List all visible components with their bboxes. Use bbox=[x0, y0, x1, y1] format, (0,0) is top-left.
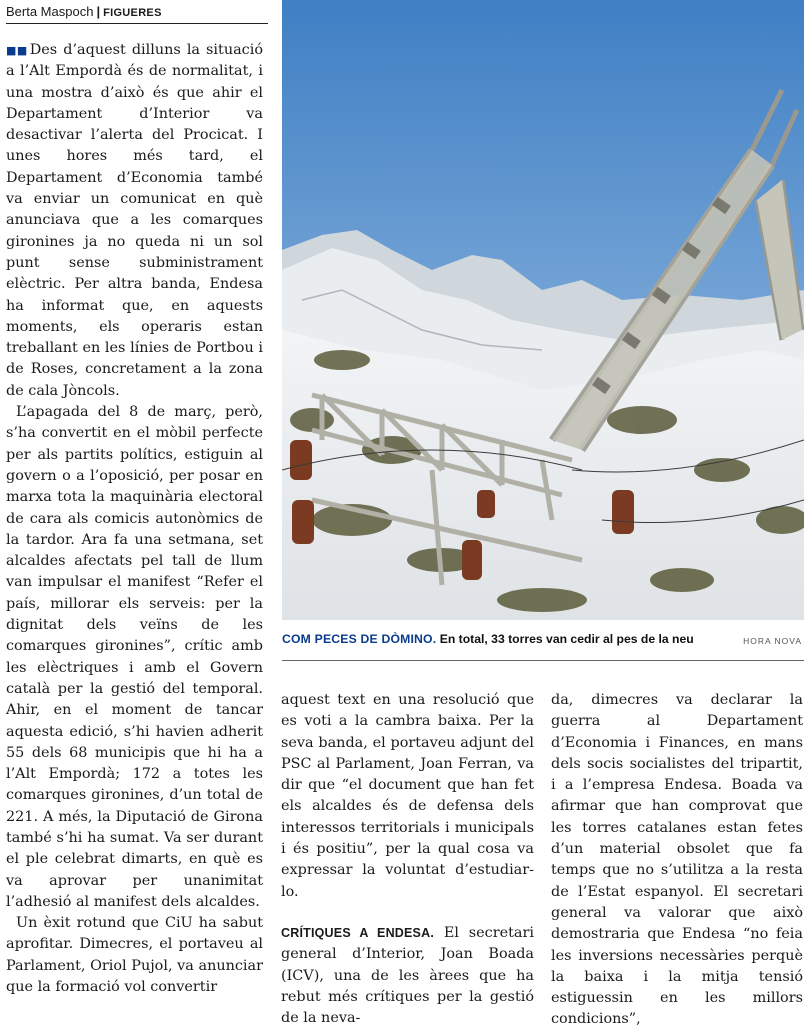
paragraph-text: Des d’aquest dilluns la situació a l’Alt Empordà és de normalitat, i una mostra d’això és que ahir el Departament d’Interior va desactivar l’alerta del Procicat. I unes hores més tard, el Departament d’Economia també va enviar un comunicat en què anunciava que a les comarques gironines ja no queda ni un sol punt sense subministrament elèctric. Per altra banda, Endesa ha informat que, en aquests moments, els operaris estan treballant en les línies de Portbou i de Roses, concretament a la zona de cala Jòncols. bbox=[6, 42, 263, 399]
news-photo bbox=[282, 0, 804, 620]
author-name: Berta Maspoch bbox=[6, 4, 94, 19]
article-column-2 bbox=[281, 690, 534, 1029]
photo-credit: HORA NOVA bbox=[743, 636, 802, 646]
article-paragraph: da, dimecres va declarar la guerra al Departament d’Economia i Finances, en mans dels socis socialistes del tripartit, i a l’empresa Endesa. Boada va afirmar que han comprovat que les torres catalanes estan fetes d’un material obsolet que fa temps que no s’utilitza a la resta de l’Estat espanyol. El secretari general va valorar que això demostraria que Endesa “no feia les inversions necessàries perquè la baixa i la mitja tensió estiguessin en les millors condicions”, bbox=[551, 692, 803, 1028]
subheading-lead: CRÍTIQUES A ENDESA. bbox=[281, 925, 434, 940]
article-paragraph: aquest text en una resolució que es voti a la cambra baixa. Per la seva banda, el portaveu adjunt del PSC al Parlament, Joan Ferran, va dir que “el document que han fet els alcaldes és de defensa dels interessos territorials i municipals i és positiu”, per la qual cosa va expressar la voluntat d’estudiar-lo. bbox=[281, 692, 534, 900]
article-paragraph: L’apagada del 8 de març, però, s’ha convertit en el mòbil perfecte per als partits polítics, estiguin al govern o a l’oposició, per posar en marxa tota la maquinària electoral de cara als comicis autonòmics de la tardor. Ara fa una setmana, set alcaldes afectats pel tall de llum van impulsar el manifest “Refer el país, millorar els serveis: per la dignitat dels veïns de les comarques gironines”, crític amb les elèctriques i amb el Govern català per la gestió del temporal. Ahir, en el moment de tancar aquesta edició, s’hi havien adherit 55 dels 68 municipis que hi ha a l’Alt Empordà; 172 a totes les comarques gironines, d’un total de 221. A més, la Diputació de Girona també s’hi ha sumat. Va ser durant el ple celebrat dimarts, en què es va aprovar per unanimitat l’adhesió al manifest dels alcaldes. bbox=[6, 404, 263, 910]
article-paragraph bbox=[281, 923, 534, 1029]
byline bbox=[6, 4, 268, 24]
article-paragraph bbox=[6, 40, 263, 402]
paragraph-text: El secretari general d’Interior, Joan Boada (ICV), una de les àrees que ha rebut més crítiques per la gestió de la neva- bbox=[281, 924, 534, 1027]
article-column-1 bbox=[6, 40, 263, 998]
article-paragraph: Un èxit rotund que CiU ha sabut aprofitar. Dimecres, el portaveu al Parlament, Oriol Pujol, va anunciar que la formació vol convertir bbox=[6, 915, 263, 996]
dateline-location: FIGUERES bbox=[103, 7, 162, 19]
caption-text: En total, 33 torres van cedir al pes de la neu bbox=[439, 632, 694, 646]
caption-label: COM PECES DE DÒMINO. bbox=[282, 632, 437, 646]
collapsed-electricity-tower-photo-icon bbox=[282, 0, 804, 620]
lead-marker: ■■ bbox=[6, 44, 28, 57]
byline-separator: | bbox=[96, 4, 101, 19]
article-column-3 bbox=[551, 690, 803, 1031]
photo-caption bbox=[282, 632, 804, 661]
